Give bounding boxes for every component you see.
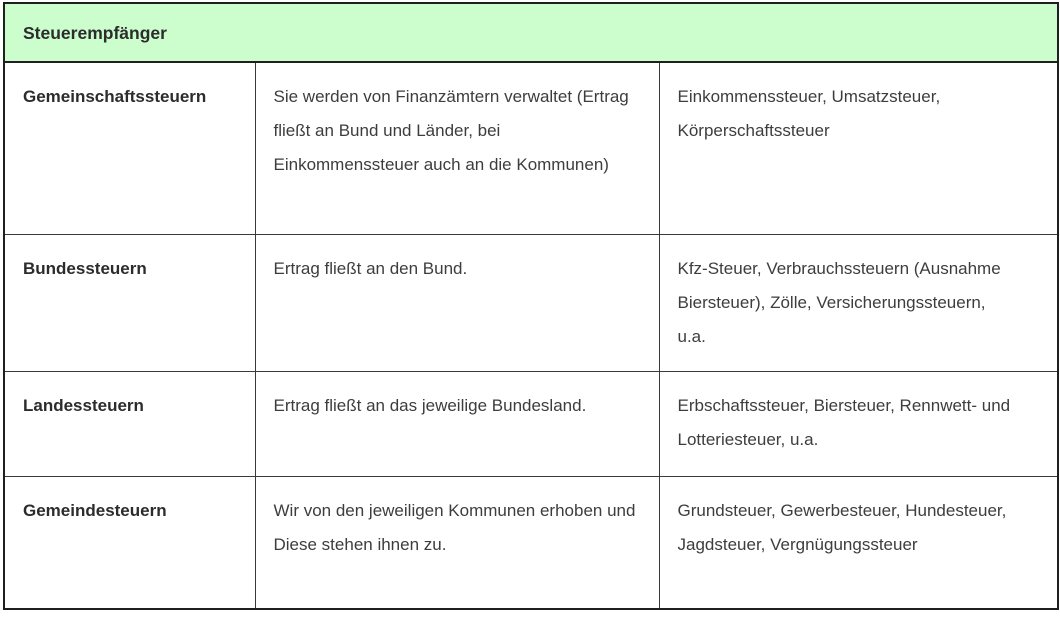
row-description: Ertrag fließt an das jeweilige Bundesland.: [255, 371, 659, 476]
table-row: [4, 371, 1058, 476]
table-row: [4, 476, 1058, 609]
row-description: Sie werden von Finanzämtern verwaltet (Ertrag fließt an Bund und Länder, bei Einkommenssteuer auch an die Kommunen): [255, 62, 659, 234]
row-category: Gemeinschaftssteuern: [4, 62, 255, 234]
row-category: Gemeindesteuern: [4, 476, 255, 609]
row-description: Ertrag fließt an den Bund.: [255, 234, 659, 371]
row-examples: Grundsteuer, Gewerbesteuer, Hundesteuer, Jagdsteuer, Vergnügungssteuer: [659, 476, 1058, 609]
table-row: [4, 62, 1058, 234]
row-examples: Erbschaftssteuer, Biersteuer, Rennwett- und Lotteriesteuer, u.a.: [659, 371, 1058, 476]
table-header-row: [4, 3, 1058, 62]
tax-recipients-table: [3, 2, 1059, 610]
table-row: [4, 234, 1058, 371]
row-category: Landessteuern: [4, 371, 255, 476]
row-examples: Kfz-Steuer, Verbrauchssteuern (Ausnahme Biersteuer), Zölle, Versicherungssteuern, u.a.: [659, 234, 1058, 371]
table-title: Steuerempfänger: [4, 3, 1058, 62]
row-examples: Einkommenssteuer, Umsatzsteuer, Körperschaftssteuer: [659, 62, 1058, 234]
row-description: Wir von den jeweiligen Kommunen erhoben und Diese stehen ihnen zu.: [255, 476, 659, 609]
row-category: Bundessteuern: [4, 234, 255, 371]
